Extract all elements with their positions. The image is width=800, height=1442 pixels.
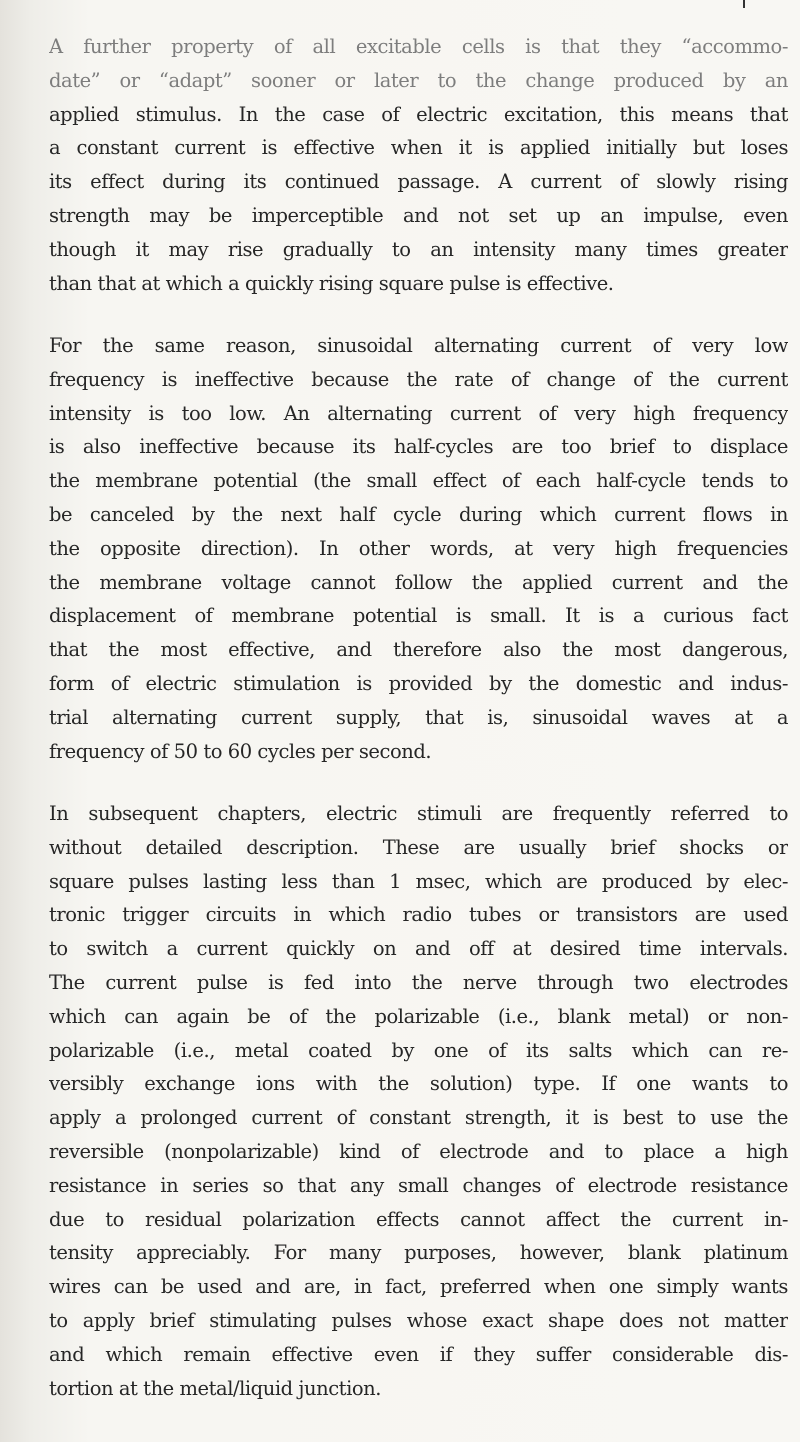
text-line: reversible (nonpolarizable) kind of electrode and to place a high [49,1139,788,1163]
paragraph-accommodation [49,30,788,300]
text-line: to switch a current quickly on and off at desired time intervals. [49,937,788,961]
text-line: applied stimulus. In the case of electric excitation, this means that [49,102,788,126]
paragraph-electric-stimuli [49,797,788,1405]
text-line: and which remain effective even if they suffer considerable dis- [49,1342,788,1366]
text-line: trial alternating current supply, that is, sinusoidal waves at a [49,705,788,729]
text-line: intensity is too low. An alternating current of very high frequency [49,401,788,425]
text-line: tortion at the metal/liquid junction. [49,1376,381,1400]
text-line: form of electric stimulation is provided by the domestic and indus- [49,671,788,695]
text-line: wires can be used and are, in fact, preferred when one simply wants [49,1275,788,1299]
text-line: displacement of membrane potential is small. It is a curious fact [49,604,788,628]
text-line: date” or “adapt” sooner or later to the change produced by an [49,68,788,92]
text-line: that the most effective, and therefore also the most dangerous, [49,638,788,662]
text-line: be canceled by the next half cycle during which current flows in [49,502,788,526]
text-line: polarizable (i.e., metal coated by one of its salts which can re- [49,1038,788,1062]
text-line: square pulses lasting less than 1 msec, which are produced by elec- [49,869,788,893]
text-line: For the same reason, sinusoidal alternating current of very low [49,334,788,357]
text-line: The current pulse is fed into the nerve through two electrodes [49,970,788,994]
text-line: strength may be imperceptible and not set up an impulse, even [49,203,788,227]
text-line: its effect during its continued passage. A current of slowly rising [49,170,788,194]
text-line: In subsequent chapters, electric stimuli are frequently referred to [49,802,788,825]
text-line: apply a prolonged current of constant strength, it is best to use the [49,1106,788,1130]
text-line: tensity appreciably. For many purposes, however, blank platinum [49,1241,788,1265]
text-line: the membrane potential (the small effect of each half-cycle tends to [49,469,788,493]
text-line: a constant current is effective when it is applied initially but loses [49,136,788,160]
text-line: tronic trigger circuits in which radio tubes or transistors are used [49,903,788,927]
text-line: A further property of all excitable cells is that they “accommo- [49,35,788,58]
text-line: frequency of 50 to 60 cycles per second. [49,739,432,763]
text-line: frequency is ineffective because the rate of change of the current [49,367,788,391]
page-edge-mark [743,0,745,8]
text-line: versibly exchange ions with the solution) type. If one wants to [49,1072,788,1096]
text-line: resistance in series so that any small changes of electrode resistance [49,1173,788,1197]
text-line: without detailed description. These are usually brief shocks or [49,835,788,859]
paragraph-alternating-current [49,329,788,768]
text-line: to apply brief stimulating pulses whose exact shape does not matter [49,1308,788,1332]
text-line: the opposite direction). In other words, at very high frequencies [49,536,788,560]
text-line: which can again be of the polarizable (i.e., blank metal) or non- [49,1004,788,1028]
text-line: than that at which a quickly rising square pulse is effective. [49,271,614,295]
text-line: is also ineffective because its half-cycles are too brief to displace [49,435,788,459]
text-line: the membrane voltage cannot follow the applied current and the [49,570,788,594]
text-line: due to residual polarization effects cannot affect the current in- [49,1207,788,1231]
text-line: though it may rise gradually to an intensity many times greater [49,237,788,261]
